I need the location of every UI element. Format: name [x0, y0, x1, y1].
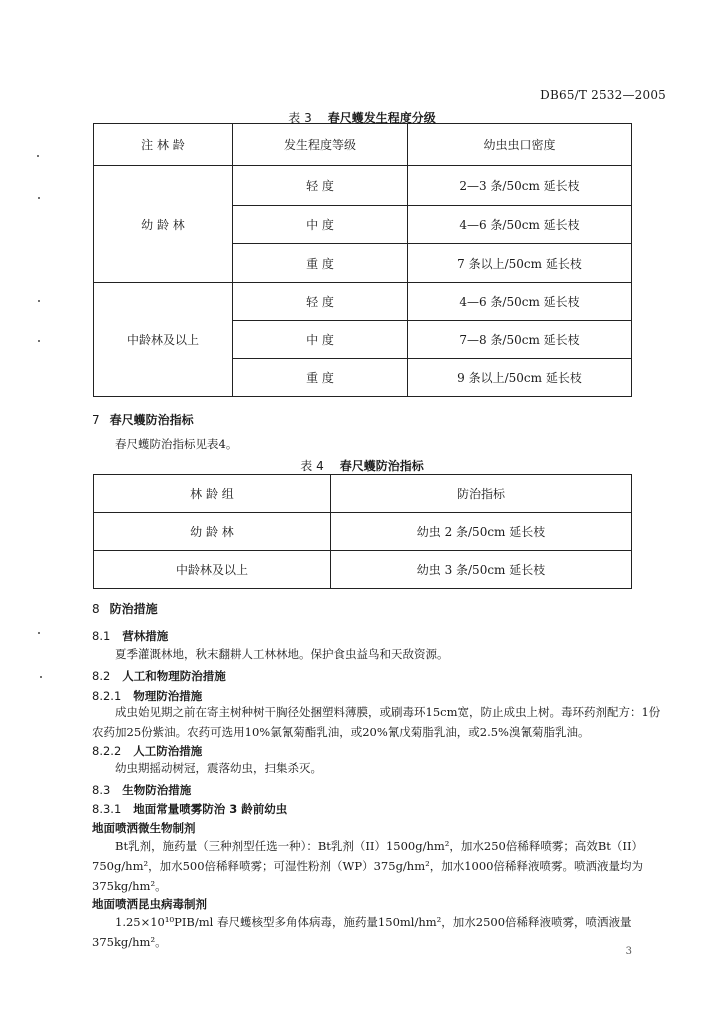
scan-speck — [40, 676, 42, 678]
section83-heading — [92, 782, 191, 798]
section82-title: 人工和物理防治措施 — [122, 669, 226, 683]
table4-group: 中龄林及以上 — [94, 551, 331, 589]
section8-number: 8 — [92, 602, 100, 616]
page-number: 3 — [625, 946, 632, 957]
table3-level: 重 度 — [233, 359, 408, 397]
table3-level: 重 度 — [233, 244, 408, 283]
scan-speck — [38, 300, 40, 302]
table3-group-middle: 中龄林及以上 — [94, 283, 233, 397]
table4 — [93, 474, 632, 589]
section831-title: 地面常量喷雾防治 3 龄前幼虫 — [133, 802, 288, 816]
section83-number: 8.3 — [92, 783, 111, 797]
section7-text: 春尺蠖防治指标见表4。 — [115, 437, 238, 451]
virus-heading — [92, 896, 207, 912]
table3-level: 中 度 — [233, 206, 408, 244]
scan-speck — [38, 197, 40, 199]
table3-group-young: 幼 龄 林 — [94, 166, 233, 283]
microbial-heading — [92, 820, 196, 836]
table4-caption — [0, 457, 724, 474]
table-row — [94, 283, 632, 321]
section82-number: 8.2 — [92, 669, 111, 683]
section81-heading — [92, 628, 168, 644]
table3-number: 表 3 — [288, 111, 312, 125]
virus-text: 1.25×10¹⁰PIB/ml 春尺蠖核型多角体病毒，施药量150ml/hm²，加水2500倍稀释液喷雾，喷洒液量375kg/hm²。 — [92, 915, 632, 949]
table4-group: 幼 龄 林 — [94, 513, 331, 551]
section821-number: 8.2.1 — [92, 689, 122, 703]
table3-header-age: 注 林 龄 — [94, 124, 233, 166]
section822-heading — [92, 743, 202, 759]
table3-title: 春尺蠖发生程度分级 — [327, 111, 436, 125]
section7-heading — [92, 411, 194, 428]
section821-text: 成虫始见期之前在寄主树种树干胸径处捆塑料薄膜，或刷毒环15cm宽，防止成虫上树。毒环药剂配方：1份农药加25份紫油。农药可选用10%氯氰菊酯乳油，或20%氰戊菊脂乳油，或2.5%溴氰菊脂乳油。 — [92, 705, 661, 739]
table3-header-level: 发生程度等级 — [233, 124, 408, 166]
table3-density: 9 条以上/50cm 延长枝 — [408, 359, 632, 397]
scan-speck — [38, 632, 40, 634]
section7-number: 7 — [92, 413, 100, 427]
section821-title: 物理防治措施 — [133, 689, 203, 703]
table4-header-group: 林 龄 组 — [94, 475, 331, 513]
section822-number: 8.2.2 — [92, 744, 122, 758]
table-row — [94, 124, 632, 166]
table4-header-index: 防治指标 — [331, 475, 632, 513]
table-row — [94, 551, 632, 589]
section831-number: 8.3.1 — [92, 802, 122, 816]
standard-code: DB65/T 2532—2005 — [540, 88, 666, 102]
table3-density: 7—8 条/50cm 延长枝 — [408, 321, 632, 359]
section8-title: 防治措施 — [109, 602, 158, 616]
section7-title: 春尺蠖防治指标 — [109, 413, 194, 427]
section81-text: 夏季灌溉林地，秋末翻耕人工林林地。保护食虫益鸟和天敌资源。 — [115, 647, 449, 661]
table4-index: 幼虫 2 条/50cm 延长枝 — [331, 513, 632, 551]
table3-density: 4—6 条/50cm 延长枝 — [408, 206, 632, 244]
table4-index: 幼虫 3 条/50cm 延长枝 — [331, 551, 632, 589]
section82-heading — [92, 668, 226, 684]
table-row — [94, 166, 632, 206]
section8-heading — [92, 600, 158, 617]
table3-density: 4—6 条/50cm 延长枝 — [408, 283, 632, 321]
table3-level: 轻 度 — [233, 166, 408, 206]
section83-title: 生物防治措施 — [122, 783, 192, 797]
virus-title: 地面喷洒昆虫病毒制剂 — [92, 897, 207, 911]
section822-title: 人工防治措施 — [133, 744, 203, 758]
section81-number: 8.1 — [92, 629, 111, 643]
section81-title: 营林措施 — [122, 629, 169, 643]
table3 — [93, 123, 632, 397]
scan-speck — [37, 155, 39, 157]
table3-density: 7 条以上/50cm 延长枝 — [408, 244, 632, 283]
table-row — [94, 475, 632, 513]
section831-heading — [92, 801, 287, 817]
microbial-title: 地面喷洒微生物制剂 — [92, 821, 196, 835]
microbial-text: Bt乳剂，施药量（三种剂型任选一种）：Bt乳剂（II）1500g/hm²，加水250倍稀释喷雾；高效Bt（II）750g/hm²，加水500倍稀释喷雾；可湿性粉剂（WP）375g/hm²，加水1000倍稀释液喷雾。喷洒液量均为375kg/hm²。 — [92, 839, 644, 893]
table-row — [94, 513, 632, 551]
table4-number: 表 4 — [300, 459, 324, 473]
section822-text: 幼虫期摇动树冠，震落幼虫，扫集杀灭。 — [115, 761, 322, 775]
table3-header-density: 幼虫虫口密度 — [408, 124, 632, 166]
table4-title: 春尺蠖防治指标 — [339, 459, 424, 473]
table3-level: 中 度 — [233, 321, 408, 359]
scan-speck — [38, 340, 40, 342]
table3-density: 2—3 条/50cm 延长枝 — [408, 166, 632, 206]
table3-level: 轻 度 — [233, 283, 408, 321]
